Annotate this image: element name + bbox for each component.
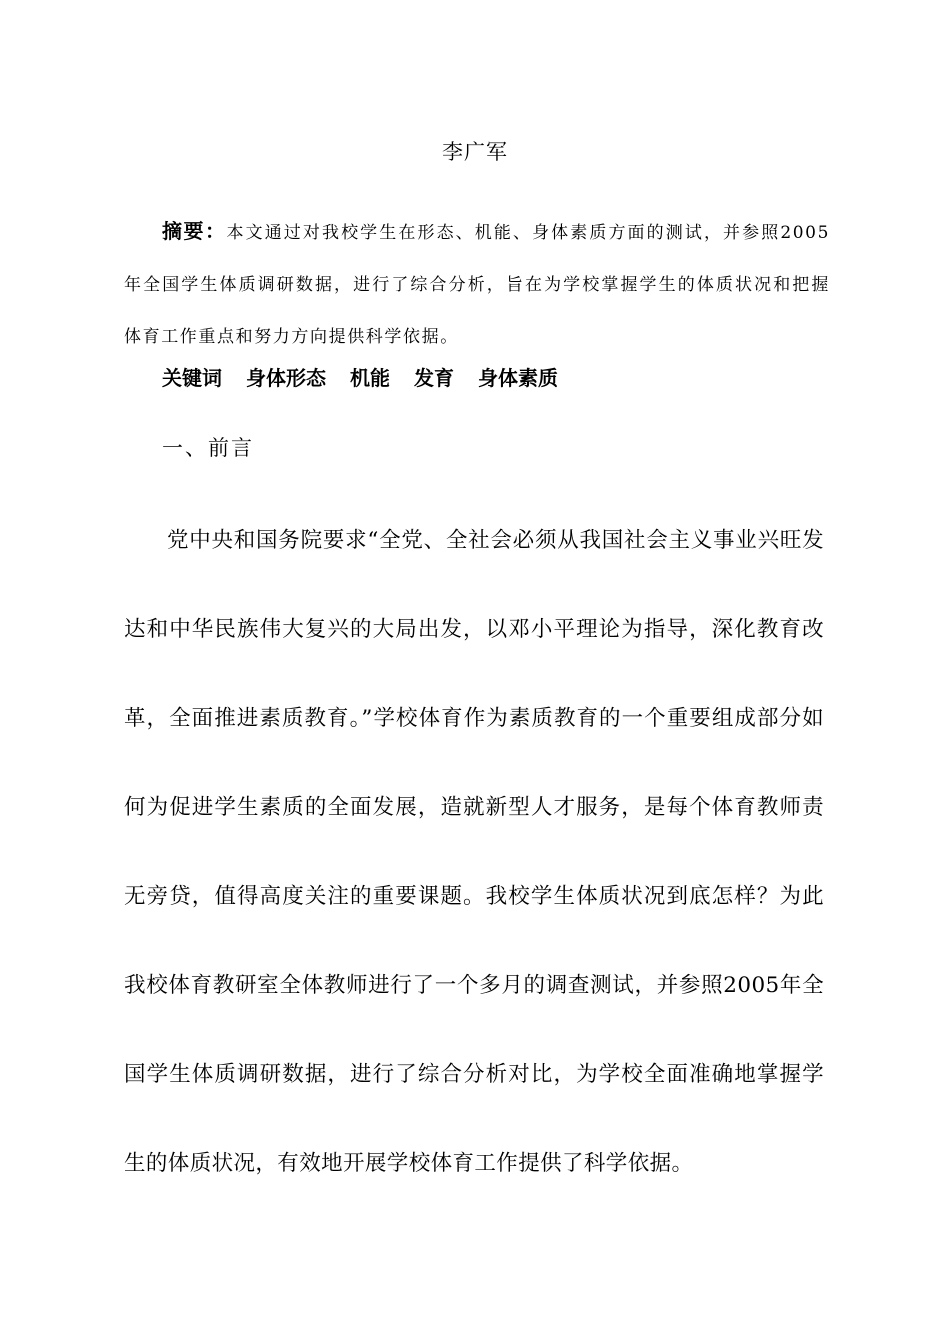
- keywords-line: [162, 362, 558, 394]
- abstract-text: 本文通过对我校学生在形态、机能、身体素质方面的测试，并参照2005年全国学生体质调研数据，进行了综合分析，旨在为学校掌握学生的体质状况和把握体育工作重点和努力方向提供科学依据。: [124, 223, 831, 347]
- keyword-item: 身体素质: [478, 366, 558, 390]
- section-heading: 一、前言: [162, 436, 254, 460]
- keyword-item: 发育: [414, 366, 454, 390]
- abstract-paragraph: [124, 205, 830, 363]
- abstract-label: 摘要：: [162, 219, 227, 243]
- keywords-label: 关键词: [162, 366, 222, 390]
- body-paragraph: 党中央和国务院要求“全党、全社会必须从我国社会主义事业兴旺发达和中华民族伟大复兴的大局出发，以邓小平理论为指导，深化教育改革，全面推进素质教育。”学校体育作为素质教育的一个重要组成部分如何为促进学生素质的全面发展，造就新型人才服务，是每个体育教师责无旁贷，值得高度关注的重要课题。我校学生体质状况到底怎样？为此我校体育教研室全体教师进行了一个多月的调查测试，并参照2005年全国学生体质调研数据，进行了综合分析对比，为学校全面准确地掌握学生的体质状况，有效地开展学校体育工作提供了科学依据。: [124, 528, 824, 1176]
- keyword-item: 身体形态: [246, 366, 326, 390]
- author-name: 李广军: [442, 140, 508, 164]
- keyword-item: 机能: [350, 366, 390, 390]
